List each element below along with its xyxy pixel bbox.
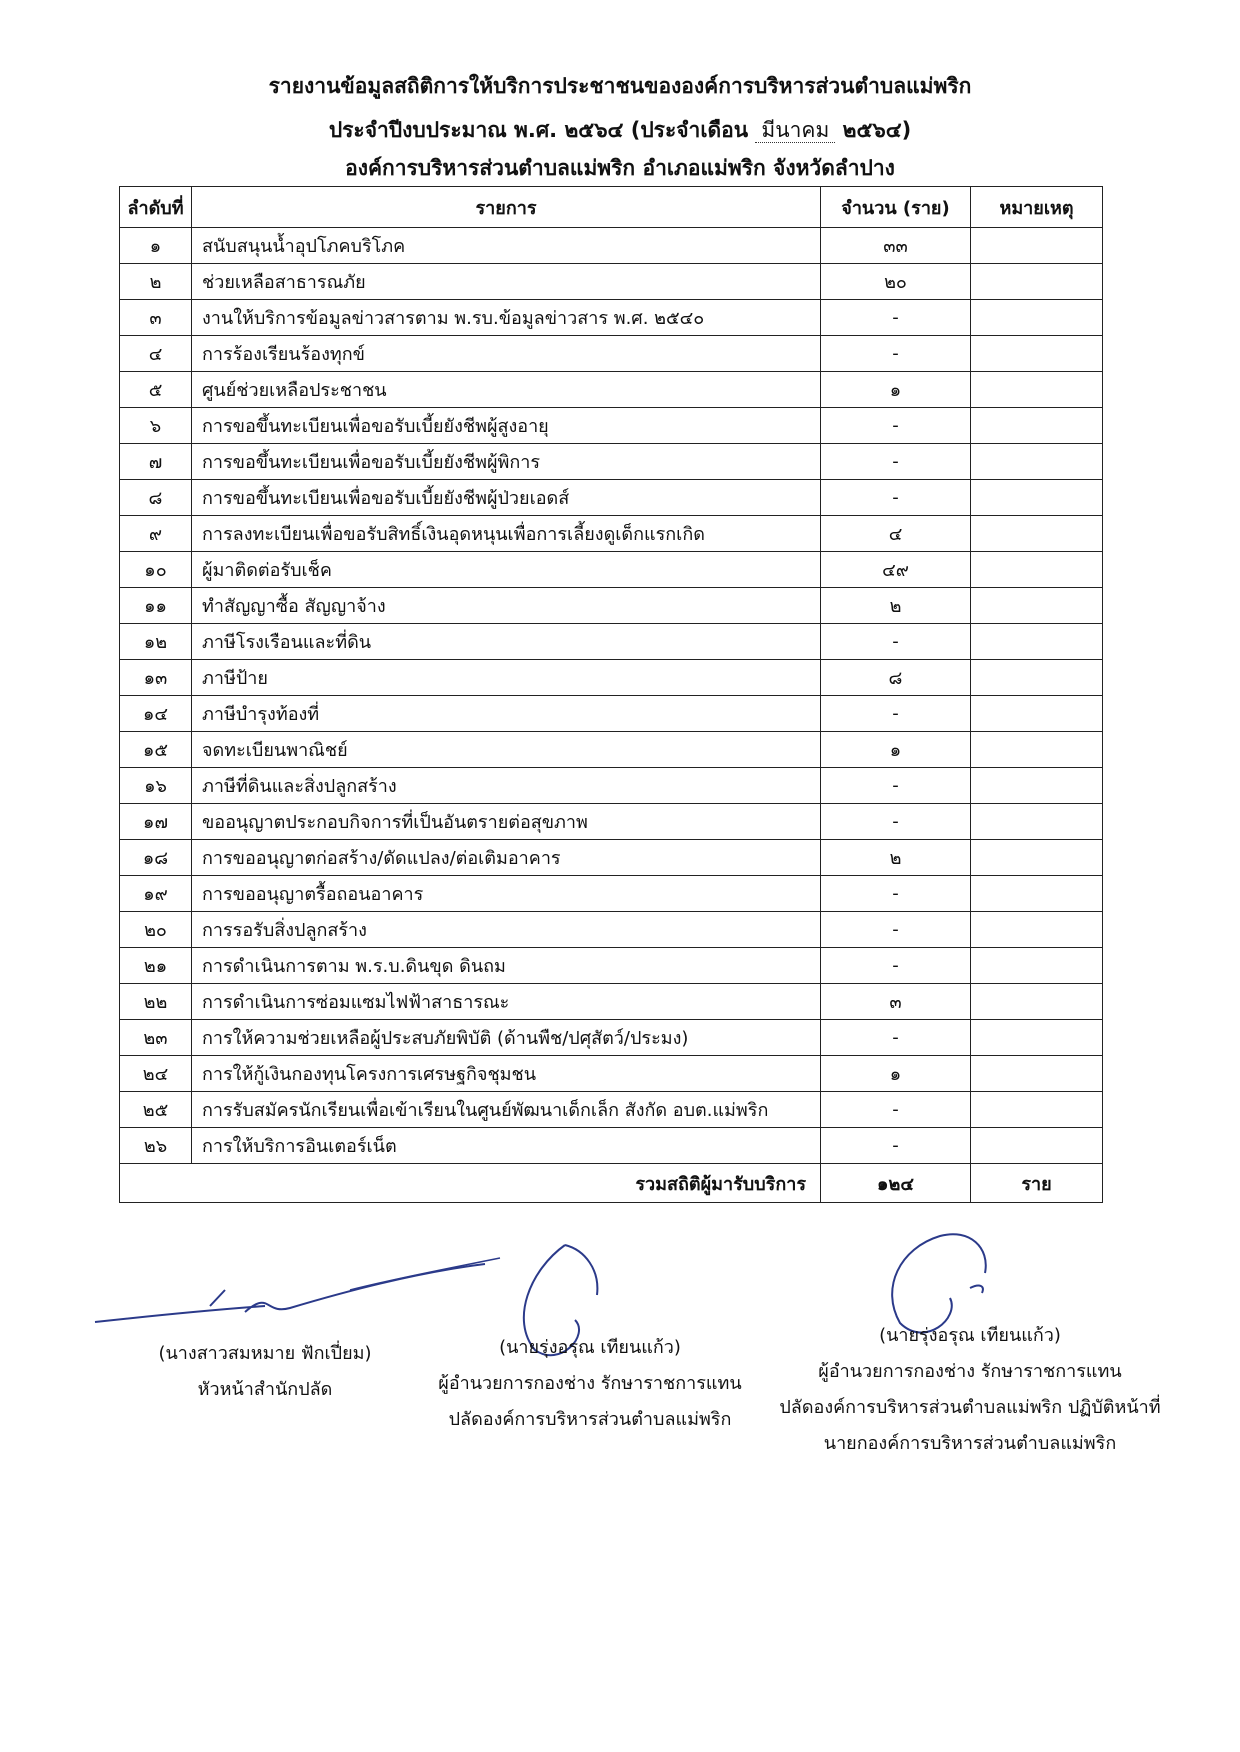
row-note	[971, 228, 1103, 264]
total-label: รวมสถิติผู้มารับบริการ	[192, 1164, 821, 1203]
signer-title-3-line-1: ผู้อำนวยการกองช่าง รักษาราชการแทน	[818, 1361, 1122, 1382]
signature-mark-1	[90, 1250, 510, 1330]
row-item: การร้องเรียนร้องทุกข์	[192, 336, 821, 372]
row-number: ๑๓	[120, 660, 192, 696]
signer-name-2: (นายรุ่งอรุณ เทียนแก้ว)	[499, 1337, 681, 1358]
signature-block-3	[760, 1318, 1180, 1462]
table-row	[120, 408, 1103, 444]
row-count: -	[821, 912, 971, 948]
row-count: -	[821, 444, 971, 480]
row-item: ภาษีโรงเรือนและที่ดิน	[192, 624, 821, 660]
row-item: ภาษีบำรุงท้องที่	[192, 696, 821, 732]
row-item: สนับสนุนน้ำอุปโภคบริโภค	[192, 228, 821, 264]
row-count: -	[821, 876, 971, 912]
row-item: การให้ความช่วยเหลือผู้ประสบภัยพิบัติ (ด้านพืช/ปศุสัตว์/ประมง)	[192, 1020, 821, 1056]
row-count: ๑	[821, 1056, 971, 1092]
row-item: การดำเนินการตาม พ.ร.บ.ดินขุด ดินถม	[192, 948, 821, 984]
row-note	[971, 408, 1103, 444]
total-blank-cell	[120, 1164, 192, 1203]
row-item: การลงทะเบียนเพื่อขอรับสิทธิ์เงินอุดหนุนเพื่อการเลี้ยงดูเด็กแรกเกิด	[192, 516, 821, 552]
row-item: การดำเนินการซ่อมแซมไฟฟ้าสาธารณะ	[192, 984, 821, 1020]
row-note	[971, 1020, 1103, 1056]
row-note	[971, 840, 1103, 876]
row-number: ๕	[120, 372, 192, 408]
signer-title-3-line-3: นายกองค์การบริหารส่วนตำบลแม่พริก	[823, 1433, 1117, 1454]
row-number: ๒๕	[120, 1092, 192, 1128]
row-item: ศูนย์ช่วยเหลือประชาชน	[192, 372, 821, 408]
row-item: ช่วยเหลือสาธารณภัย	[192, 264, 821, 300]
column-header-note: หมายเหตุ	[971, 187, 1103, 228]
row-count: ๑	[821, 372, 971, 408]
row-number: ๗	[120, 444, 192, 480]
row-count: ๔๙	[821, 552, 971, 588]
row-note	[971, 264, 1103, 300]
row-count: -	[821, 696, 971, 732]
statistics-table-container	[119, 186, 1102, 1203]
table-header-row	[120, 187, 1103, 228]
row-number: ๒๖	[120, 1128, 192, 1164]
row-count: -	[821, 336, 971, 372]
total-unit: ราย	[971, 1164, 1103, 1203]
organization-line: องค์การบริหารส่วนตำบลแม่พริก อำเภอแม่พริก จังหวัดลำปาง	[345, 156, 895, 180]
column-header-no: ลำดับที่	[120, 187, 192, 228]
row-note	[971, 1128, 1103, 1164]
table-row	[120, 912, 1103, 948]
row-item: การขอขึ้นทะเบียนเพื่อขอรับเบี้ยยังชีพผู้พิการ	[192, 444, 821, 480]
table-row	[120, 696, 1103, 732]
table-row	[120, 732, 1103, 768]
total-count: ๑๒๔	[821, 1164, 971, 1203]
signer-title-2-line-1: ผู้อำนวยการกองช่าง รักษาราชการแทน	[438, 1373, 742, 1394]
row-item: ภาษีที่ดินและสิ่งปลูกสร้าง	[192, 768, 821, 804]
row-count: ๔	[821, 516, 971, 552]
signer-name-3: (นายรุ่งอรุณ เทียนแก้ว)	[879, 1325, 1061, 1346]
period-month: มีนาคม	[755, 118, 835, 143]
report-title: รายงานข้อมูลสถิติการให้บริการประชาชนขององค์การบริหารส่วนตำบลแม่พริก	[268, 74, 972, 98]
row-count: ๑	[821, 732, 971, 768]
row-note	[971, 696, 1103, 732]
row-note	[971, 552, 1103, 588]
signer-title-3-line-2: ปลัดองค์การบริหารส่วนตำบลแม่พริก ปฏิบัติหน้าที่	[779, 1397, 1161, 1418]
row-number: ๑๙	[120, 876, 192, 912]
signature-block-1	[100, 1336, 430, 1408]
table-row	[120, 840, 1103, 876]
table-row	[120, 948, 1103, 984]
row-note	[971, 588, 1103, 624]
row-count: -	[821, 1128, 971, 1164]
row-note	[971, 768, 1103, 804]
row-note	[971, 516, 1103, 552]
table-row	[120, 552, 1103, 588]
row-count: -	[821, 948, 971, 984]
row-note	[971, 372, 1103, 408]
row-item: การขออนุญาตรื้อถอนอาคาร	[192, 876, 821, 912]
row-number: ๑	[120, 228, 192, 264]
row-note	[971, 660, 1103, 696]
row-note	[971, 480, 1103, 516]
period-year: ๒๕๖๔)	[842, 118, 912, 142]
row-note	[971, 804, 1103, 840]
row-item: ทำสัญญาซื้อ สัญญาจ้าง	[192, 588, 821, 624]
table-row	[120, 444, 1103, 480]
report-period	[0, 114, 1240, 147]
table-row	[120, 228, 1103, 264]
row-number: ๖	[120, 408, 192, 444]
table-row	[120, 660, 1103, 696]
table-row	[120, 1092, 1103, 1128]
row-number: ๒๑	[120, 948, 192, 984]
signer-title-1-line-1: หัวหน้าสำนักปลัด	[197, 1379, 333, 1400]
table-row	[120, 1056, 1103, 1092]
row-item: ผู้มาติดต่อรับเช็ค	[192, 552, 821, 588]
total-row	[120, 1164, 1103, 1203]
table-row	[120, 624, 1103, 660]
row-note	[971, 336, 1103, 372]
row-item: ขออนุญาตประกอบกิจการที่เป็นอันตรายต่อสุขภาพ	[192, 804, 821, 840]
row-item: ภาษีป้าย	[192, 660, 821, 696]
row-note	[971, 300, 1103, 336]
row-count: -	[821, 300, 971, 336]
row-count: -	[821, 768, 971, 804]
table-row	[120, 336, 1103, 372]
row-count: -	[821, 624, 971, 660]
signature-block-2	[410, 1330, 770, 1438]
row-number: ๑๘	[120, 840, 192, 876]
row-number: ๑๔	[120, 696, 192, 732]
table-row	[120, 264, 1103, 300]
row-number: ๒๔	[120, 1056, 192, 1092]
row-note	[971, 876, 1103, 912]
table-row	[120, 804, 1103, 840]
row-count: -	[821, 804, 971, 840]
table-row	[120, 768, 1103, 804]
row-note	[971, 1056, 1103, 1092]
row-item: การขอขึ้นทะเบียนเพื่อขอรับเบี้ยยังชีพผู้สูงอายุ	[192, 408, 821, 444]
row-count: -	[821, 480, 971, 516]
row-number: ๔	[120, 336, 192, 372]
row-number: ๑๖	[120, 768, 192, 804]
row-count: ๒	[821, 840, 971, 876]
row-number: ๑๕	[120, 732, 192, 768]
row-number: ๘	[120, 480, 192, 516]
row-number: ๒๓	[120, 1020, 192, 1056]
statistics-table	[119, 186, 1103, 1203]
table-row	[120, 516, 1103, 552]
column-header-item: รายการ	[192, 187, 821, 228]
table-row	[120, 372, 1103, 408]
row-number: ๓	[120, 300, 192, 336]
column-header-count: จำนวน (ราย)	[821, 187, 971, 228]
row-item: การให้บริการอินเตอร์เน็ต	[192, 1128, 821, 1164]
row-number: ๑๒	[120, 624, 192, 660]
table-row	[120, 588, 1103, 624]
row-count: ๓๓	[821, 228, 971, 264]
row-item: การให้กู้เงินกองทุนโครงการเศรษฐกิจชุมชน	[192, 1056, 821, 1092]
row-count: ๒	[821, 588, 971, 624]
table-row	[120, 876, 1103, 912]
row-note	[971, 912, 1103, 948]
row-number: ๑๗	[120, 804, 192, 840]
row-note	[971, 984, 1103, 1020]
row-item: การขอขึ้นทะเบียนเพื่อขอรับเบี้ยยังชีพผู้ป่วยเอดส์	[192, 480, 821, 516]
row-number: ๒๐	[120, 912, 192, 948]
table-row	[120, 300, 1103, 336]
row-item: การรอรับสิ่งปลูกสร้าง	[192, 912, 821, 948]
row-number: ๒๒	[120, 984, 192, 1020]
row-note	[971, 624, 1103, 660]
row-number: ๙	[120, 516, 192, 552]
row-count: ๘	[821, 660, 971, 696]
row-note	[971, 732, 1103, 768]
row-item: งานให้บริการข้อมูลข่าวสารตาม พ.รบ.ข้อมูลข่าวสาร พ.ศ. ๒๕๔๐	[192, 300, 821, 336]
table-row	[120, 1128, 1103, 1164]
row-item: การรับสมัครนักเรียนเพื่อเข้าเรียนในศูนย์พัฒนาเด็กเล็ก สังกัด อบต.แม่พริก	[192, 1092, 821, 1128]
row-count: ๓	[821, 984, 971, 1020]
row-count: -	[821, 408, 971, 444]
row-note	[971, 948, 1103, 984]
table-body	[120, 228, 1103, 1164]
row-count: ๒๐	[821, 264, 971, 300]
period-prefix: ประจำปีงบประมาณ พ.ศ. ๒๕๖๔ (ประจำเดือน	[328, 118, 749, 142]
signer-name-1: (นางสาวสมหมาย ฟักเปี่ยม)	[158, 1343, 372, 1364]
table-row	[120, 480, 1103, 516]
row-number: ๒	[120, 264, 192, 300]
row-item: การขออนุญาตก่อสร้าง/ดัดแปลง/ต่อเติมอาคาร	[192, 840, 821, 876]
row-note	[971, 444, 1103, 480]
table-row	[120, 1020, 1103, 1056]
row-count: -	[821, 1020, 971, 1056]
row-item: จดทะเบียนพาณิชย์	[192, 732, 821, 768]
row-number: ๑๐	[120, 552, 192, 588]
row-count: -	[821, 1092, 971, 1128]
table-row	[120, 984, 1103, 1020]
row-number: ๑๑	[120, 588, 192, 624]
signer-title-2-line-2: ปลัดองค์การบริหารส่วนตำบลแม่พริก	[448, 1409, 732, 1430]
row-note	[971, 1092, 1103, 1128]
